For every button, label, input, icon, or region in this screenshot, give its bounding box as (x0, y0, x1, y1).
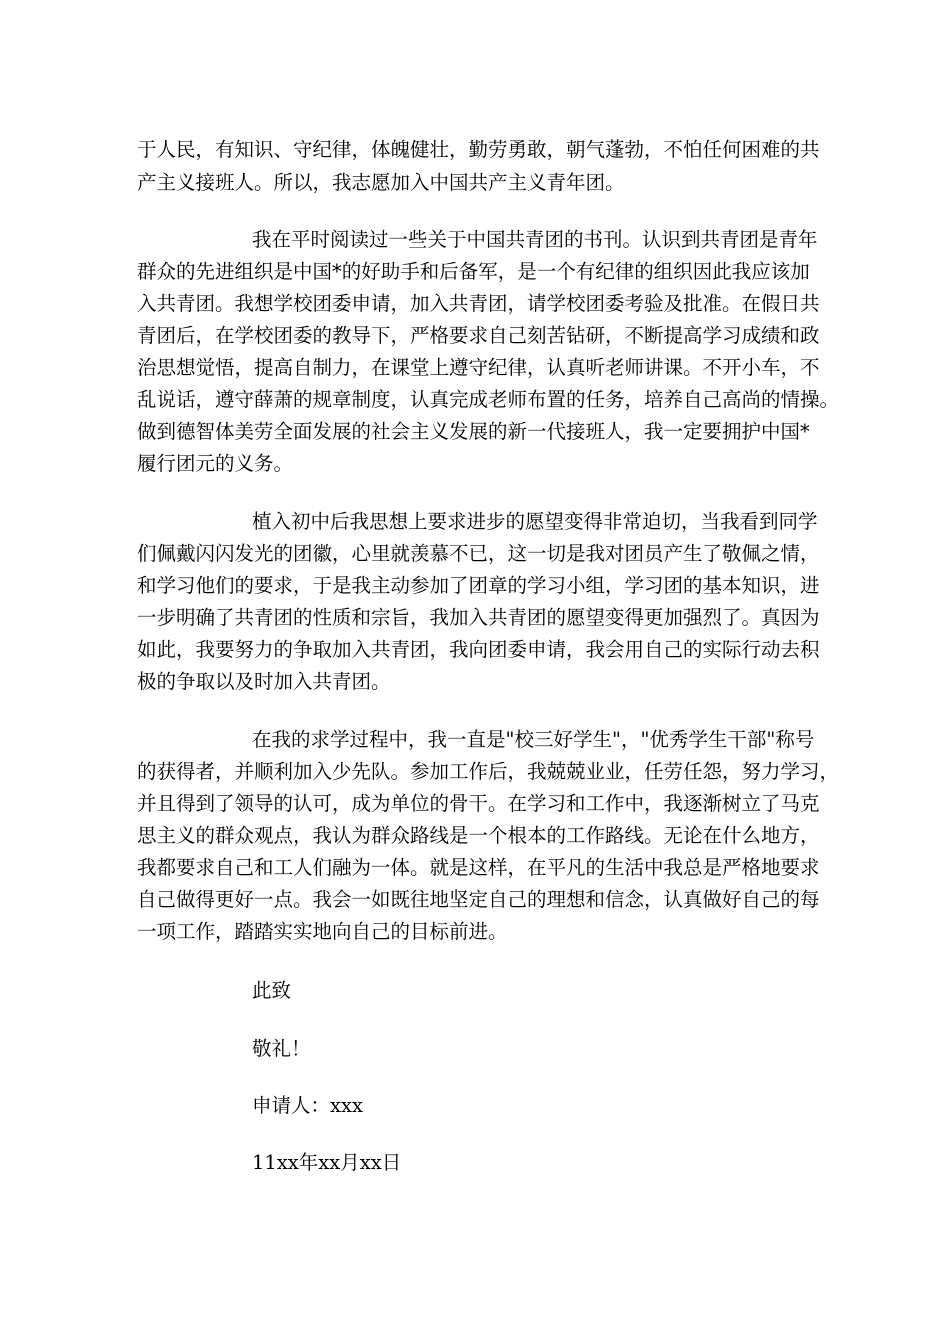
applicant-signature: 申请人：xxx (252, 1094, 363, 1117)
paragraph-2-line-5: 治思想觉悟，提高自制力，在课堂上遵守纪律，认真听老师讲课。不开小车，不 (137, 356, 820, 379)
paragraph-3-line-5: 如此，我要努力的争取加入共青团，我向团委申请，我会用自己的实际行动去积 (137, 638, 820, 661)
paragraph-1-line-1: 于人民，有知识、守纪律，体魄健壮，勤劳勇敢，朝气蓬勃，不怕任何困难的共 (137, 138, 820, 161)
paragraph-3-line-4: 一步明确了共青团的性质和宗旨，我加入共青团的愿望变得更加强烈了。真因为 (137, 606, 820, 629)
paragraph-2-line-4: 青团后，在学校团委的教导下，严格要求自己刻苦钻研，不断提高学习成绩和政 (137, 324, 820, 347)
paragraph-2-line-1: 我在平时阅读过一些关于中国共青团的书刊。认识到共青团是青年 (252, 228, 818, 251)
paragraph-2-line-6: 乱说话，遵守薛萧的规章制度，认真完成老师布置的任务，培养自己高尚的情操。 (137, 388, 840, 411)
closing-regards: 敬礼！ (252, 1037, 311, 1060)
paragraph-3-line-2: 们佩戴闪闪发光的团徽，心里就羡慕不已，这一切是我对团员产生了敬佩之情， (137, 542, 820, 565)
paragraph-3-line-6: 极的争取以及时加入共青团。 (137, 670, 391, 693)
paragraph-1-line-2: 产主义接班人。所以，我志愿加入中国共产主义青年团。 (137, 171, 625, 194)
paragraph-2-line-7: 做到德智体美劳全面发展的社会主义发展的新一代接班人，我一定要拥护中国* (137, 420, 810, 443)
paragraph-2-line-8: 履行团元的义务。 (137, 452, 294, 475)
paragraph-4-line-7: 一项工作，踏踏实实地向自己的目标前进。 (137, 920, 508, 943)
paragraph-4-line-4: 思主义的群众观点，我认为群众路线是一个根本的工作路线。无论在什么地方， (137, 824, 820, 847)
paragraph-3-line-3: 和学习他们的要求，于是我主动参加了团章的学习小组，学习团的基本知识，进 (137, 574, 820, 597)
paragraph-4-line-1: 在我的求学过程中，我一直是"校三好学生"，"优秀学生干部"称号 (252, 728, 815, 751)
application-date: 11xx年xx月xx日 (252, 1151, 402, 1174)
paragraph-4-line-2: 的获得者，并顺利加入少先队。参加工作后，我兢兢业业，任劳任怨，努力学习， (137, 760, 840, 783)
paragraph-4-line-6: 自己做得更好一点。我会一如既往地坚定自己的理想和信念，认真做好自己的每 (137, 888, 820, 911)
paragraph-2-line-2: 群众的先进组织是中国*的好助手和后备军，是一个有纪律的组织因此我应该加 (137, 260, 810, 283)
paragraph-4-line-3: 并且得到了领导的认可，成为单位的骨干。在学习和工作中，我逐渐树立了马克 (137, 792, 820, 815)
paragraph-2-line-3: 入共青团。我想学校团委申请，加入共青团，请学校团委考验及批准。在假日共 (137, 292, 820, 315)
paragraph-3-line-1: 植入初中后我思想上要求进步的愿望变得非常迫切，当我看到同学 (252, 510, 818, 533)
closing-salutation: 此致 (252, 979, 292, 1002)
paragraph-4-line-5: 我都要求自己和工人们融为一体。就是这样，在平凡的生活中我总是严格地要求 (137, 856, 820, 879)
